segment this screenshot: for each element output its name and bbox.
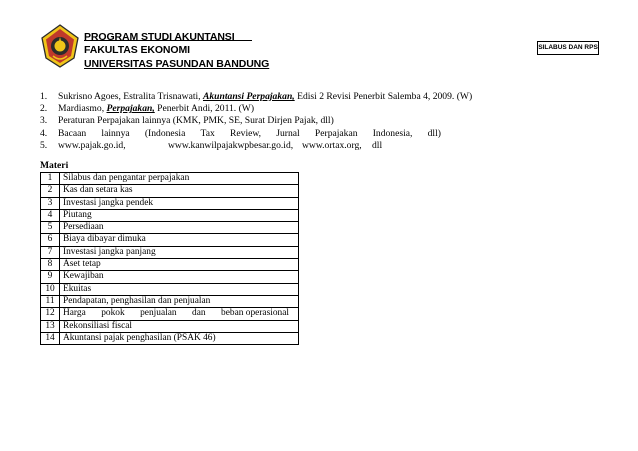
row-topic: Investasi jangka panjang [60, 246, 299, 258]
reference-list [40, 91, 472, 152]
row-number: 14 [41, 332, 60, 344]
topic-word: dan [192, 308, 206, 319]
table-row [41, 295, 299, 307]
row-topic: Ekuitas [60, 283, 299, 295]
reference-word: Indonesia, [372, 127, 413, 139]
row-topic: Pendapatan, penghasilan dan penjualan [60, 295, 299, 307]
reference-number: 1. [40, 91, 48, 102]
materi-table [40, 172, 299, 345]
reference-word: (Indonesia [144, 127, 186, 139]
table-row [41, 271, 299, 283]
faculty-title: FAKULTAS EKONOMI [84, 44, 190, 56]
reference-book-title: Perpajakan, [106, 103, 155, 115]
reference-word: Perpajakan [314, 127, 358, 139]
row-topic: Kas dan setara kas [60, 185, 299, 197]
reference-word: Tax [200, 127, 215, 139]
university-logo [40, 24, 80, 68]
table-row [41, 234, 299, 246]
reference-book-title: Akuntansi Perpajakan, [202, 91, 295, 102]
reference-text: Peraturan Perpajakan lainnya (KMK, PMK, SE, Surat Dirjen Pajak, dll) [58, 115, 334, 127]
row-number: 4 [41, 209, 60, 221]
reference-item [40, 140, 472, 152]
reference-author: Sukrisno Agoes, Estralita Trisnawati, [58, 91, 203, 102]
row-number: 3 [41, 197, 60, 209]
table-row [41, 185, 299, 197]
row-topic: Investasi jangka pendek [60, 197, 299, 209]
reference-websites [58, 140, 382, 152]
reference-website: www.ortax.org, [302, 139, 362, 151]
header-divider [84, 40, 252, 41]
row-number: 5 [41, 222, 60, 234]
row-number: 13 [41, 320, 60, 332]
row-number: 2 [41, 185, 60, 197]
reference-website: www.kanwilpajakwpbesar.go.id, [168, 139, 294, 151]
reference-word: Jurnal [276, 127, 300, 139]
row-number: 7 [41, 246, 60, 258]
reference-publisher: Edisi 2 Revisi Penerbit Salemba 4, 2009. (W) [294, 91, 473, 102]
reference-author: Mardiasmo, [58, 103, 107, 115]
row-topic: Persediaan [60, 222, 299, 234]
row-number: 6 [41, 234, 60, 246]
reference-item [40, 128, 472, 140]
row-topic [60, 308, 299, 320]
topic-word: pokok [101, 308, 125, 319]
reference-item [40, 91, 472, 103]
document-tag: SILABUS DAN RPS [537, 41, 599, 55]
reference-item [40, 103, 472, 115]
reference-website: dll [372, 139, 383, 151]
row-topic: Aset tetap [60, 259, 299, 271]
materi-heading: Materi [40, 160, 69, 171]
reference-word: dll) [427, 127, 441, 139]
row-number: 1 [41, 173, 60, 185]
row-topic: Silabus dan pengantar perpajakan [60, 173, 299, 185]
row-number: 12 [41, 308, 60, 320]
row-topic: Piutang [60, 209, 299, 221]
reference-word: lainnya [101, 127, 130, 139]
table-row [41, 283, 299, 295]
reference-item [40, 115, 472, 127]
row-number: 8 [41, 259, 60, 271]
table-row [41, 197, 299, 209]
reference-word: Bacaan [58, 127, 87, 139]
topic-word: penjualan [140, 308, 177, 319]
table-row [41, 209, 299, 221]
table-row [41, 222, 299, 234]
table-row [41, 320, 299, 332]
university-title: UNIVERSITAS PASUNDAN BANDUNG [84, 58, 270, 70]
reference-number: 5. [40, 139, 48, 151]
reference-number: 2. [40, 103, 48, 115]
table-row [41, 308, 299, 320]
reference-number: 4. [40, 127, 48, 139]
reference-publisher: Penerbit Andi, 2011. (W) [154, 103, 255, 115]
row-number: 9 [41, 271, 60, 283]
row-number: 10 [41, 283, 60, 295]
row-topic: Rekonsiliasi fiscal [60, 320, 299, 332]
reference-text [58, 128, 441, 140]
row-topic: Kewajiban [60, 271, 299, 283]
table-row [41, 173, 299, 185]
table-row [41, 259, 299, 271]
topic-word: Harga [63, 308, 86, 319]
reference-website: www.pajak.go.id, [58, 139, 126, 151]
row-topic: Biaya dibayar dimuka [60, 234, 299, 246]
row-number: 11 [41, 295, 60, 307]
reference-number: 3. [40, 115, 48, 127]
table-row [41, 332, 299, 344]
row-topic: Akuntansi pajak penghasilan (PSAK 46) [60, 332, 299, 344]
topic-word: beban operasional [221, 308, 289, 319]
program-title: PROGRAM STUDI AKUNTANSI [84, 31, 235, 43]
reference-word: Review, [229, 127, 262, 139]
table-row [41, 246, 299, 258]
